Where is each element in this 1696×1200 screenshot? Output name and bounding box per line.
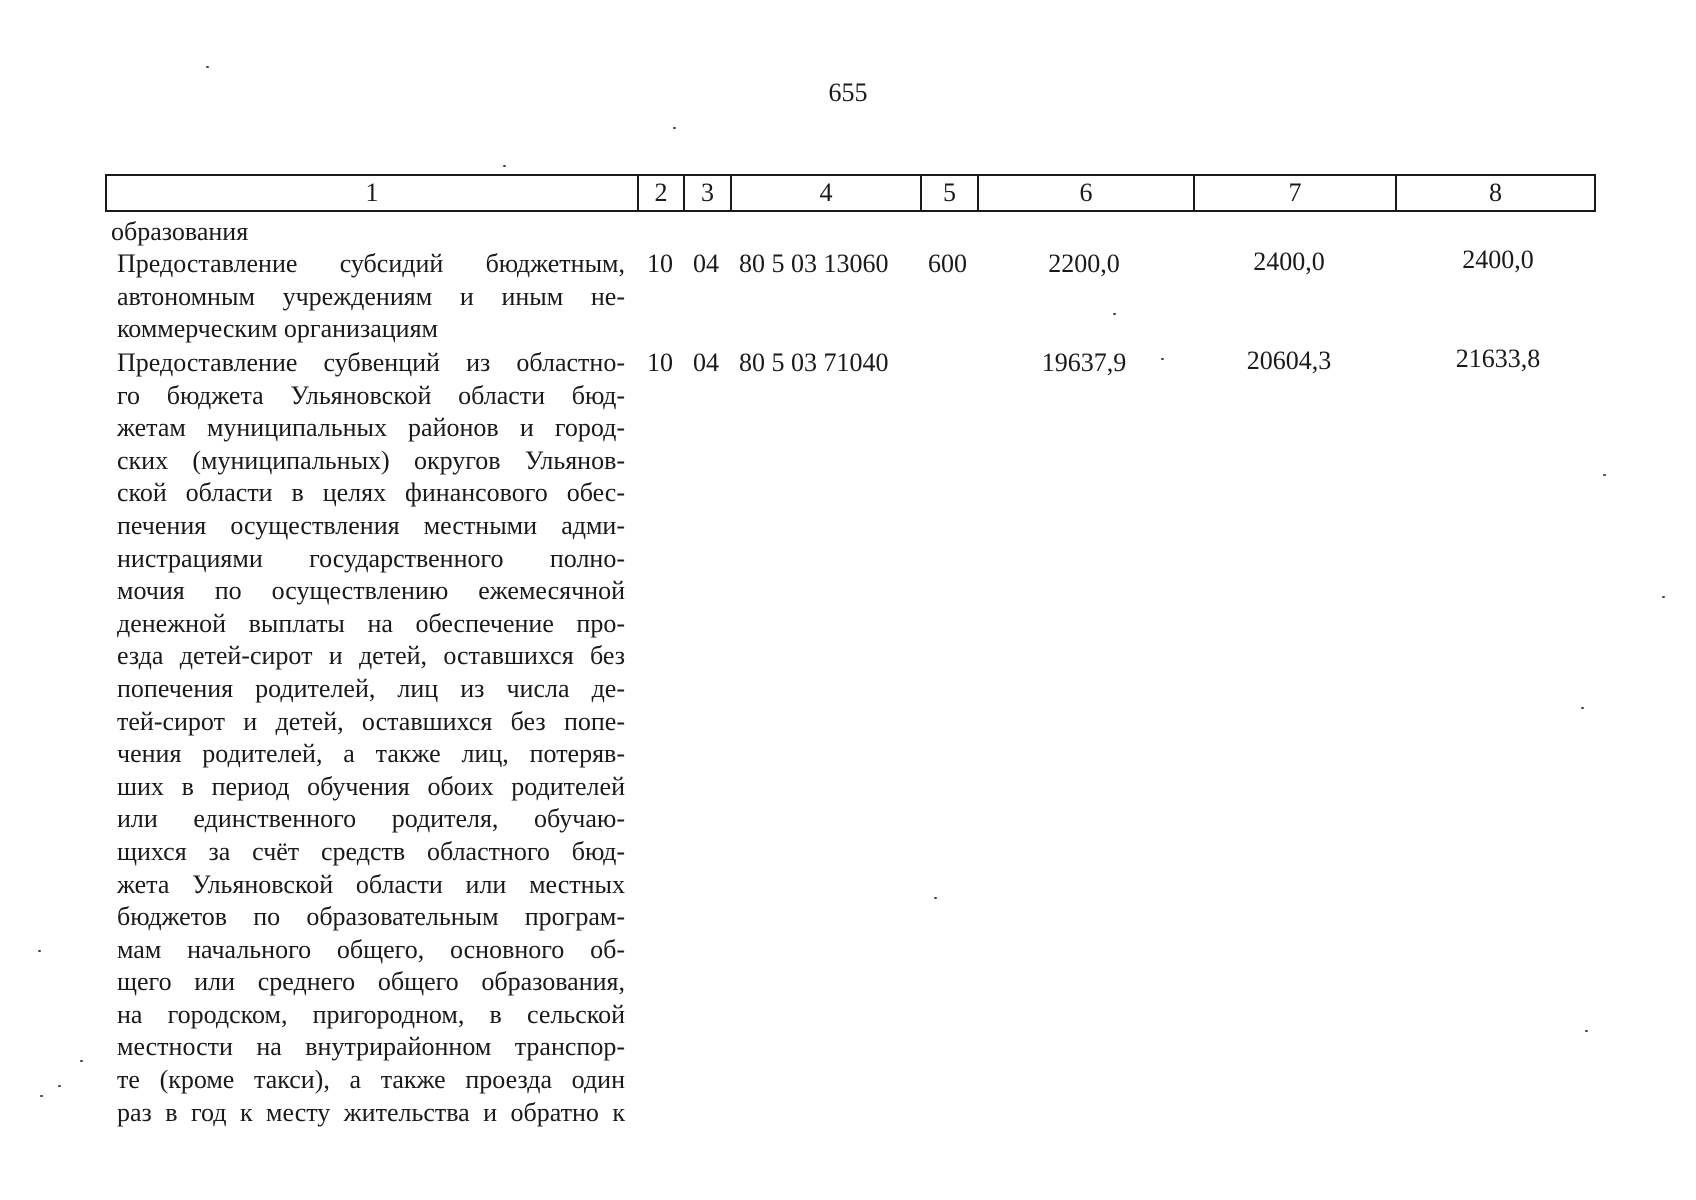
header-col-4: 4 [731, 175, 921, 211]
row-2-line: денежной выплаты на обеспечение про- [117, 608, 625, 638]
row-2-line: мам начального общего, основного об- [117, 934, 625, 964]
row-2-line: бюджетов по образовательным програм- [117, 902, 625, 932]
row-2-line: на городском, пригородном, в сельской [117, 999, 625, 1029]
page-number: 655 [828, 78, 868, 107]
scan-speck [206, 66, 209, 68]
continuation-text: образования [111, 217, 249, 246]
row-2-target-code: 80 5 03 71040 [739, 348, 889, 377]
row-2-value-year-3: 21633,8 [1455, 344, 1541, 373]
row-2-line: Предоставление субвенций из областно- [117, 348, 625, 377]
row-2-line: нистрациями государственного полно- [117, 543, 625, 573]
scan-speck [1581, 707, 1584, 709]
scan-speck [1662, 596, 1665, 598]
header-col-6: 6 [978, 175, 1194, 211]
row-2-line: местности на внутрирайонном транспор- [117, 1032, 625, 1062]
row-2-line: печения осуществления местными адми- [117, 510, 625, 540]
row-2-section: 10 [647, 348, 673, 377]
row-2-line: щего или среднего общего образования, [117, 967, 625, 997]
row-2-value-year-1: 19637,9 [1041, 348, 1127, 377]
scan-speck [38, 950, 41, 952]
row-1-subsection: 04 [693, 249, 719, 278]
scan-speck [1585, 1030, 1588, 1032]
row-2-line: ской области в целях финансового обес- [117, 478, 625, 508]
scan-speck [40, 1095, 43, 1097]
row-2-line: ских (муниципальных) округов Ульянов- [117, 445, 625, 475]
header-col-3: 3 [684, 175, 731, 211]
scan-speck [673, 127, 676, 129]
scan-speck [1161, 358, 1164, 360]
row-2-line: щихся за счёт средств областного бюд- [117, 836, 625, 866]
row-1-value-year-3: 2400,0 [1462, 245, 1534, 274]
scan-speck [1113, 313, 1116, 315]
row-2-value-year-2: 20604,3 [1246, 346, 1332, 375]
row-1-value-year-2: 2400,0 [1253, 247, 1325, 276]
row-1-description [117, 248, 625, 346]
scan-speck [80, 1060, 83, 1062]
header-col-5: 5 [921, 175, 978, 211]
row-1-value-year-1: 2200,0 [1048, 249, 1120, 278]
row-2-line: жета Ульяновской области или местных [117, 869, 625, 899]
row-2-subsection: 04 [693, 348, 719, 377]
row-2-line: мочия по осуществлению ежемесячной [117, 576, 625, 606]
row-1-section: 10 [647, 249, 673, 278]
row-2-line: раз в год к месту жительства и обратно к [117, 1097, 625, 1127]
row-1-expense-type: 600 [928, 249, 967, 278]
row-2-line: жетам муниципальных районов и город- [117, 413, 625, 443]
scan-speck [58, 1085, 61, 1087]
row-2-line: те (кроме такси), а также проезда один [117, 1065, 625, 1095]
scan-speck [934, 897, 937, 899]
scan-speck [1603, 474, 1606, 476]
row-1-target-code: 80 5 03 13060 [739, 249, 889, 278]
header-col-8: 8 [1396, 175, 1595, 211]
row-2-description [117, 347, 625, 1129]
header-col-2: 2 [638, 175, 684, 211]
row-2-line: чения родителей, а также лиц, потеряв- [117, 739, 625, 769]
row-1-line: Предоставление субсидий бюджетным, [117, 249, 625, 278]
header-col-7: 7 [1194, 175, 1396, 211]
row-2-line: го бюджета Ульяновской области бюд- [117, 380, 625, 410]
scan-speck [503, 165, 506, 167]
row-2-line: тей-сирот и детей, оставшихся без попе- [117, 706, 625, 736]
row-1-line: коммерческим организациям [117, 314, 439, 344]
row-2-line: ших в период обучения обоих родителей [117, 771, 625, 801]
column-number-header [105, 174, 1596, 212]
row-2-line: попечения родителей, лиц из числа де- [117, 673, 625, 703]
header-col-1: 1 [106, 175, 638, 211]
row-1-line: автономным учреждениям и иным не- [117, 281, 625, 311]
row-2-line: езда детей-сирот и детей, оставшихся без [117, 641, 625, 671]
row-2-line: или единственного родителя, обучаю- [117, 804, 625, 834]
